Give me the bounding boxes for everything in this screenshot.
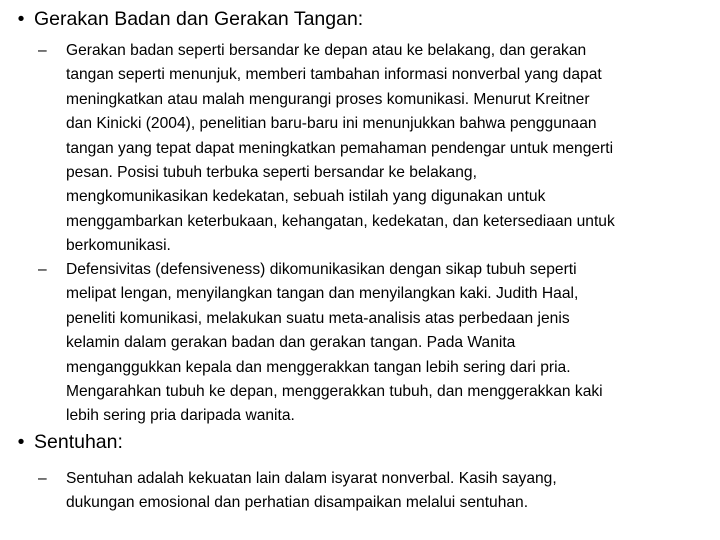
text-line: tangan yang tepat dapat meningkatkan pemahaman pendengar untuk mengerti — [66, 139, 614, 157]
text-line: meningkatkan atau malah mengurangi proses komunikasi. Menurut Kreitner — [66, 90, 590, 108]
text-line: kelamin dalam gerakan badan dan gerakan tangan. Pada Wanita — [66, 334, 516, 352]
text-segment: , sebuah istilah yang digunakan untuk — [284, 188, 546, 206]
text-line: Sentuhan adalah kekuatan lain dalam isyarat nonverbal. Kasih sayang, — [66, 470, 557, 487]
text-line — [66, 258, 714, 282]
section-heading-sentuhan — [8, 430, 708, 454]
text-line: Gerakan badan seperti bersandar ke depan atau ke belakang, dan gerakan — [66, 42, 587, 59]
section-heading-text: Gerakan Badan dan Gerakan Tangan: — [34, 8, 364, 30]
text-line: melipat lengan, menyilangkan tangan dan menyilangkan kaki. Judith Haal, — [66, 285, 579, 303]
text-line: menganggukkan kepala dan menggerakkan tangan lebih sering dari pria. — [66, 358, 571, 376]
text-line: Mengarahkan tubuh ke depan, menggerakkan tubuh, dan menggerakkan kaki — [66, 383, 603, 401]
dash-icon: – — [38, 261, 47, 278]
text-segment: dikomunikasikan dengan sikap tubuh seperti — [265, 261, 577, 278]
section-heading-gerakan — [8, 7, 708, 31]
text-line: dukungan emosional dan perhatian disampaikan melalui sentuhan. — [66, 494, 529, 512]
bullet-icon: • — [17, 8, 25, 30]
italic-term: kedekatan — [212, 188, 285, 206]
dash-icon: – — [38, 470, 47, 487]
text-line: pesan. Posisi tubuh terbuka seperti bersandar ke belakang, — [66, 164, 477, 182]
text-line — [66, 185, 714, 209]
list-item-defensivitas — [38, 258, 714, 429]
text-line: tangan seperti menunjuk, memberi tambahan informasi nonverbal yang dapat — [66, 66, 602, 84]
bullet-icon: • — [17, 431, 25, 453]
text-line: dan Kinicki (2004), penelitian baru-baru ini menunjukkan bahwa penggunaan — [66, 115, 597, 133]
text-line: peneliti komunikasi, melakukan suatu meta-analisis atas perbedaan jenis — [66, 309, 570, 327]
list-item-sentuhan — [38, 467, 714, 516]
list-item-gerakan-badan — [38, 39, 714, 259]
italic-term: Defensivitas (defensiveness) — [66, 261, 266, 278]
dash-icon: – — [38, 42, 47, 59]
text-segment: mengkomunikasikan — [66, 188, 213, 206]
list-item-body — [66, 39, 714, 259]
list-item-body — [66, 467, 714, 516]
text-line: menggambarkan keterbukaan, kehangatan, kedekatan, dan ketersediaan untuk — [66, 212, 615, 230]
text-line: lebih sering pria daripada wanita. — [66, 407, 295, 425]
text-line: berkomunikasi. — [66, 237, 171, 255]
section-heading-text: Sentuhan: — [34, 431, 123, 453]
list-item-body — [66, 258, 714, 429]
